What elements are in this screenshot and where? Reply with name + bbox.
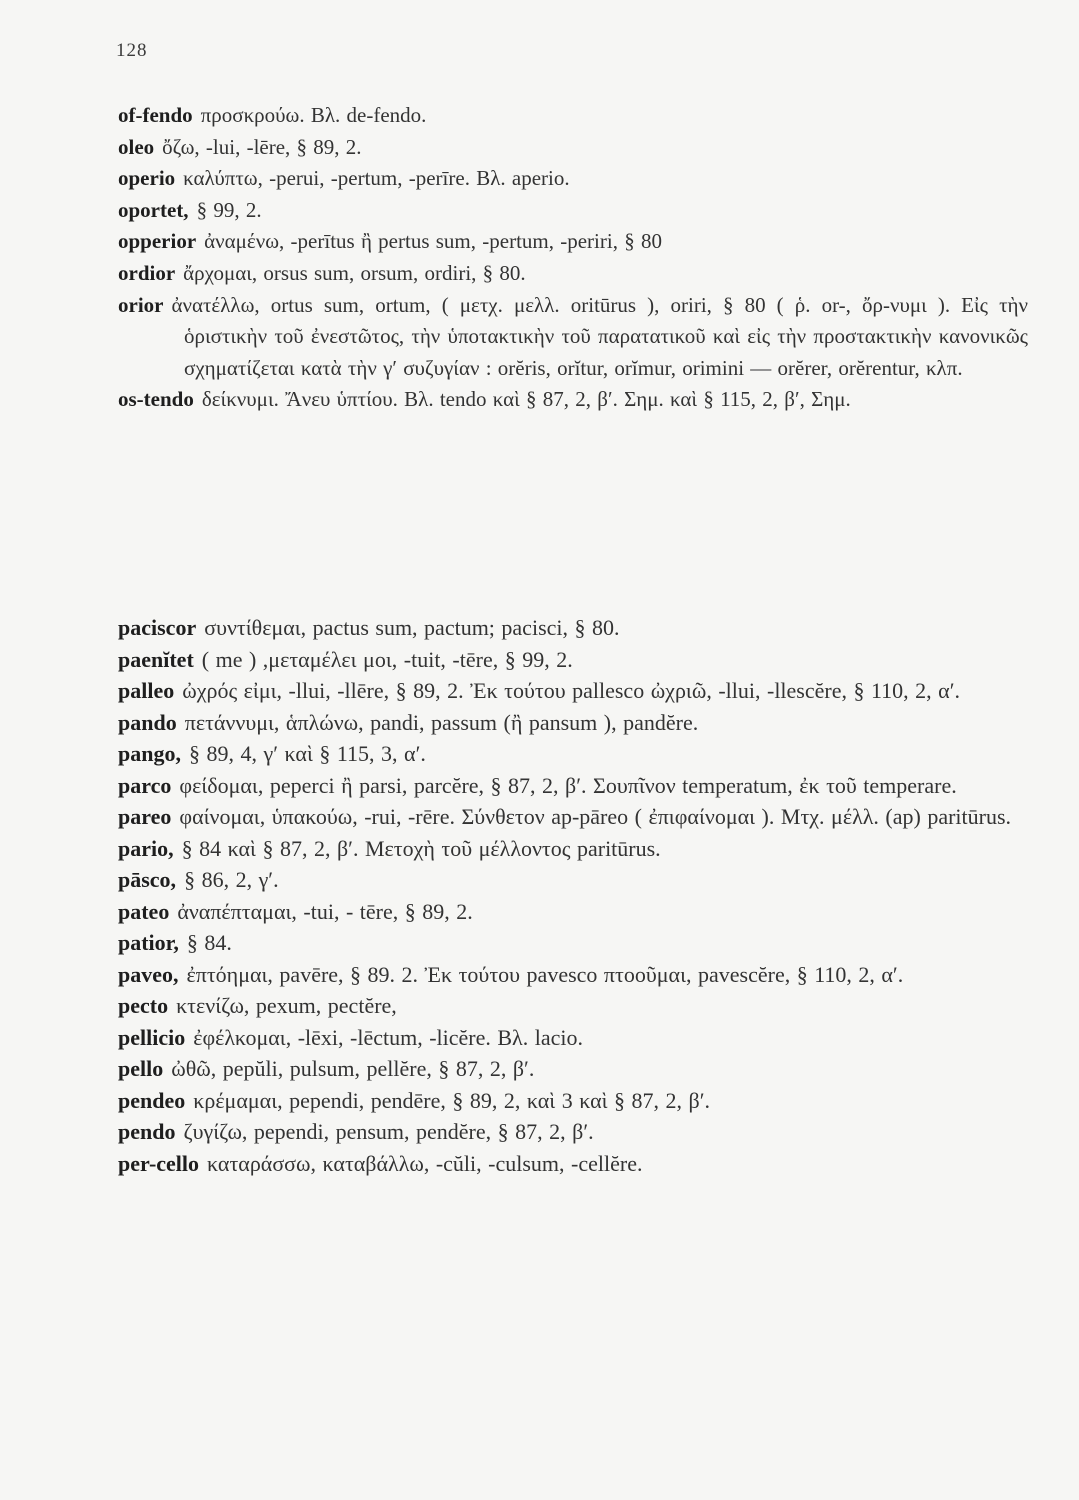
entry-text: καταράσσω, καταβάλλω, -cŭli, -culsum, -cellĕre. [207, 1150, 643, 1176]
headword: oleo [118, 134, 155, 159]
entry-pendo [118, 1116, 1028, 1148]
entry-text: ὠθῶ, pepŭli, pulsum, pellĕre, § 87, 2, β′. [171, 1056, 535, 1081]
entry-pecto [118, 990, 1028, 1022]
headword: oportet, [118, 197, 189, 222]
headword: operio [118, 166, 176, 191]
entry-text: § 99, 2. [196, 197, 262, 222]
headword: of-fendo [118, 103, 193, 127]
entry-text: προσκρούω. Βλ. de-fendo. [200, 103, 427, 127]
headword: per-cello [118, 1150, 200, 1176]
entry-text: ζυγίζω, pependi, pensum, pendĕre, § 87, 2, β′. [183, 1119, 594, 1144]
headword: patior, [118, 930, 179, 955]
headword: pateo [118, 898, 170, 924]
entry-text: φείδομαι, peperci ἢ parsi, parcĕre, § 87, 2, β′. Σουπῖνον temperatum, ἐκ τοῦ temperare. [179, 772, 957, 798]
entry-pario [118, 833, 1028, 865]
entry-text: κρέμαμαι, pependi, pendēre, § 89, 2, καὶ 3 καὶ § 87, 2, β′. [193, 1087, 711, 1113]
entry-pando [118, 707, 1028, 739]
entry-patior [118, 927, 1028, 959]
headword: ordior [118, 260, 176, 285]
headword: parco [118, 772, 172, 798]
entry-ordior [118, 258, 1028, 290]
entry-text: ὄζω, -lui, -lēre, § 89, 2. [162, 134, 362, 159]
entry-text: πετάννυμι, ἁπλώνω, pandi, passum (ἢ pansum ), pandĕre. [184, 709, 699, 735]
entry-text: § 89, 4, γ′ καὶ § 115, 3, α′. [188, 741, 426, 766]
section-o-entries [118, 100, 1028, 416]
entry-pello [118, 1053, 1028, 1085]
entry-orior [118, 290, 1028, 385]
headword: opperior [118, 229, 197, 254]
entry-opperior [118, 226, 1028, 258]
entry-per-cello [118, 1148, 1028, 1180]
headword: pario, [118, 835, 174, 861]
entry-text: § 84. [186, 930, 232, 955]
entry-text: καλύπτω, -perui, -pertum, -perīre. Βλ. aperio. [183, 166, 570, 191]
entry-pendeo [118, 1085, 1028, 1117]
headword: paveo, [118, 961, 179, 987]
headword: paciscor [118, 615, 197, 640]
entry-text: § 86, 2, γ′. [184, 867, 279, 892]
entry-text: φαίνομαι, ὑπακούω, -rui, -rēre. Σύνθετον ap-pāreo ( ἐπιφαίνομαι ). Μτχ. μέλλ. (ap) paritūrus. [179, 804, 1012, 829]
headword: pellicio [118, 1024, 186, 1050]
headword: pango, [118, 741, 181, 766]
entry-text: κτενίζω, pexum, pectĕre, [176, 993, 397, 1018]
headword: paenĭtet [118, 646, 194, 672]
entry-text: ἀναμένω, -perītus ἢ pertus sum, -pertum, -periri, § 80 [204, 229, 662, 254]
headword: os-tendo [118, 387, 194, 412]
entry-pateo [118, 896, 1028, 928]
entry-paenitet [118, 644, 1028, 676]
headword: pāsco, [118, 867, 177, 892]
entry-of-fendo [118, 100, 1028, 132]
entry-pareo [118, 801, 1028, 833]
entry-pango [118, 738, 1028, 770]
headword: pecto [118, 993, 169, 1018]
headword: pando [118, 709, 177, 735]
entry-oportet [118, 195, 1028, 227]
entry-operio [118, 163, 1028, 195]
entry-pellicio [118, 1022, 1028, 1054]
headword: palleo [118, 678, 175, 703]
entry-paciscor [118, 612, 1028, 644]
entry-text: ἐπτόημαι, pavēre, § 89. 2. Ἐκ τούτου pavesco πτοοῦμαι, pavescĕre, § 110, 2, α′. [186, 961, 904, 987]
entry-parco [118, 770, 1028, 802]
entry-text: ὠχρός εἰμι, -llui, -llēre, § 89, 2. Ἐκ τούτου pallesco ὠχριῶ, -llui, -llescĕre, § 110, 2, α′. [182, 678, 961, 703]
section-p-entries [118, 612, 1028, 1179]
entry-text: § 84 καὶ § 87, 2, β′. Μετοχὴ τοῦ μέλλοντος paritūrus. [181, 835, 661, 861]
entry-text: ἐφέλκομαι, -lēxi, -lēctum, -licĕre. Βλ. lacio. [193, 1024, 583, 1050]
headword: pendeo [118, 1087, 186, 1113]
headword: pendo [118, 1119, 176, 1144]
entry-text: ( me ) ,μεταμέλει μοι, -tuit, -tēre, § 99, 2. [201, 646, 573, 672]
entry-text: ἄρχομαι, orsus sum, orsum, ordiri, § 80. [183, 260, 526, 285]
entry-text: συντίθεμαι, pactus sum, pactum; pacisci, § 80. [204, 615, 620, 640]
entry-text: ἀναπέπταμαι, -tui, - tēre, § 89, 2. [177, 898, 473, 924]
headword: pello [118, 1056, 164, 1081]
entry-text: δείκνυμι. Ἄνευ ὑπτίου. Βλ. tendo καὶ § 87, 2, β′. Σημ. καὶ § 115, 2, β′, Σημ. [201, 387, 851, 412]
entry-os-tendo [118, 384, 1028, 416]
headword: pareo [118, 804, 172, 829]
entry-paveo [118, 959, 1028, 991]
entry-pasco [118, 864, 1028, 896]
page-number: 128 [116, 40, 148, 61]
entry-text: ἀνατέλλω, ortus sum, ortum, ( μετχ. μελλ. oritūrus ), oriri, § 80 ( ῥ. or-, ὄρ-νυμι ). Εἰς τὴν ὁριστικὴν τοῦ ἐνεστῶτος, τὴν ὑποτακτικὴν τοῦ παρατατικοῦ καὶ εἰς τὴν προστακτικὴν κανονικῶς σχηματίζεται κατὰ τὴν γ′ συζυγίαν : orĕris, orĭtur, orĭmur, orimini — orĕrer, orĕrentur, κλπ. [171, 292, 1028, 380]
entry-oleo [118, 132, 1028, 164]
entry-palleo [118, 675, 1028, 707]
headword: orior [118, 292, 164, 317]
